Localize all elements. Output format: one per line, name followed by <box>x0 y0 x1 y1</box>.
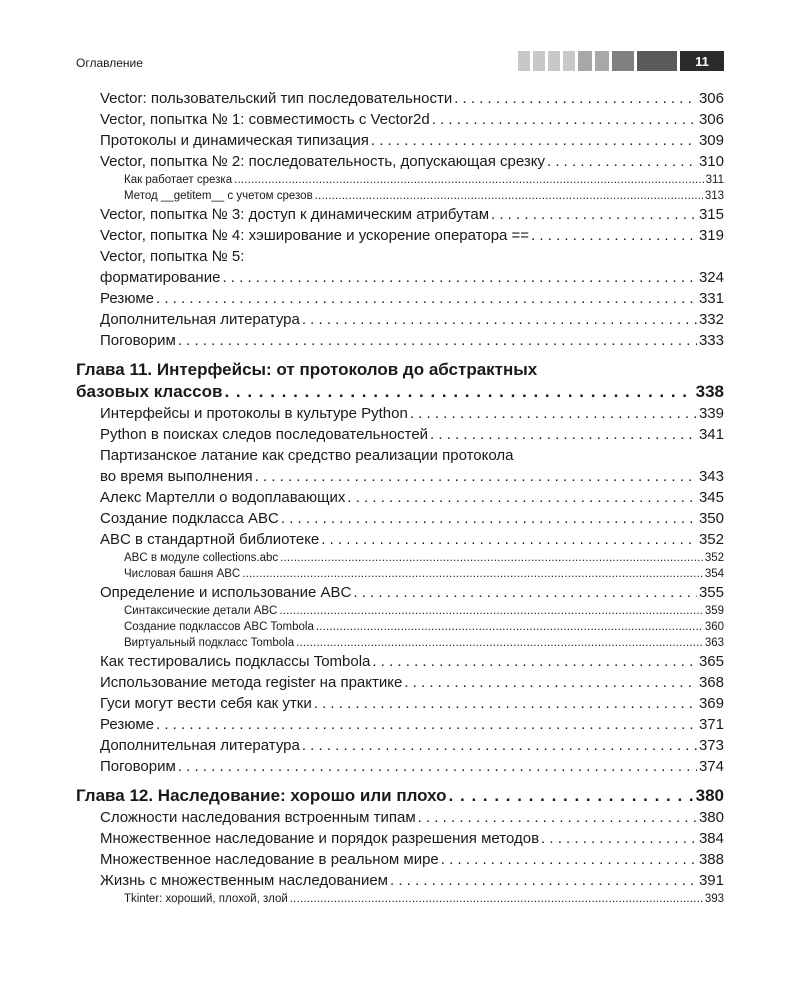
toc-subsection-entry[interactable] <box>76 188 724 204</box>
toc-subsection-entry[interactable] <box>76 635 724 651</box>
dot-leader <box>410 403 697 424</box>
toc-entry-title: Поговорим <box>100 758 176 775</box>
toc-section-entry[interactable] <box>76 693 724 714</box>
header-bar-segment <box>518 51 530 71</box>
dot-leader <box>302 735 697 756</box>
toc-entry-page: 365 <box>698 653 724 670</box>
toc-chapter-entry[interactable] <box>76 359 724 403</box>
toc-section-entry[interactable] <box>76 508 724 529</box>
toc-entry-title: ABC в модуле collections.abc <box>124 552 279 564</box>
toc-entry-page: 393 <box>704 893 724 905</box>
toc-section-entry[interactable] <box>76 424 724 445</box>
toc-section-entry[interactable] <box>76 756 724 777</box>
toc-entry-page: 380 <box>698 809 724 826</box>
header-bar-segment <box>548 51 560 71</box>
toc-entry-title: Метод __getitem__ с учетом срезов <box>124 190 313 202</box>
toc-entry-title: Tkinter: хороший, плохой, злой <box>124 893 288 905</box>
header-bar-segment <box>612 51 634 71</box>
toc-entry-page: 371 <box>698 716 724 733</box>
dot-leader <box>371 130 697 151</box>
toc-entry-page: 319 <box>698 227 724 244</box>
toc-entry-page: 315 <box>698 206 724 223</box>
dot-leader <box>430 424 697 445</box>
toc-entry-title: Vector: пользовательский тип последовательности <box>100 90 453 107</box>
dot-leader <box>404 672 697 693</box>
toc-entry-page: 360 <box>704 621 724 633</box>
toc-entry-title: Протоколы и динамическая типизация <box>100 132 369 149</box>
toc-section-entry[interactable] <box>76 246 724 288</box>
toc-entry-page: 352 <box>704 552 724 564</box>
toc-section-entry[interactable] <box>76 849 724 870</box>
toc-section-entry[interactable] <box>76 529 724 550</box>
dot-leader <box>156 288 697 309</box>
toc-entry-title: Vector, попытка № 4: хэширование и ускорение оператора == <box>100 227 530 244</box>
toc-entry-title: Как тестировались подклассы Tombola <box>100 653 371 670</box>
header-bar-segment <box>563 51 575 71</box>
toc-entry-title: Интерфейсы и протоколы в культуре Python <box>100 405 408 422</box>
toc-entry-page: 359 <box>704 605 724 617</box>
dot-leader <box>156 714 697 735</box>
toc-entry-page: 350 <box>698 510 724 527</box>
dot-leader <box>316 619 703 635</box>
toc-entry-title: Как работает срезка <box>124 174 233 186</box>
toc-entry-page: 345 <box>698 489 724 506</box>
toc-entry-page: 368 <box>698 674 724 691</box>
dot-leader <box>531 225 697 246</box>
toc-section-entry[interactable] <box>76 151 724 172</box>
toc-entry-title: Vector, попытка № 2: последовательность, допускающая срезку <box>100 153 545 170</box>
toc-section-entry[interactable] <box>76 672 724 693</box>
header-bar-segment <box>595 51 609 71</box>
toc-entry-title: Vector, попытка № 3: доступ к динамическим атрибутам <box>100 206 490 223</box>
dot-leader <box>279 603 702 619</box>
toc-entry-page: 331 <box>698 290 724 307</box>
toc-entry-page: 363 <box>704 637 724 649</box>
toc-section-entry[interactable] <box>76 88 724 109</box>
dot-leader <box>255 466 697 487</box>
toc-entry-page: 352 <box>698 531 724 548</box>
dot-leader <box>280 550 703 566</box>
toc-entry-page: 332 <box>698 311 724 328</box>
toc-entry-page: 313 <box>704 190 724 202</box>
toc-entry-page: 311 <box>705 174 724 186</box>
toc-entry-page: 324 <box>698 269 724 286</box>
dot-leader <box>242 566 703 582</box>
header-bar-segment <box>637 51 677 71</box>
chapter-gap <box>76 351 724 359</box>
toc-subsection-entry[interactable] <box>76 891 724 907</box>
toc-entry-page: 309 <box>698 132 724 149</box>
toc-entry-title: Использование метода register на практике <box>100 674 403 691</box>
chapter-gap <box>76 777 724 785</box>
toc-entry-title: Синтаксические детали ABC <box>124 605 278 617</box>
toc-subsection-entry[interactable] <box>76 566 724 582</box>
toc-entry-title: Сложности наследования встроенным типам <box>100 809 416 826</box>
dot-leader <box>547 151 697 172</box>
toc-entry-title: Vector, попытка № 1: совместимость с Vector2d <box>100 111 430 128</box>
toc-section-entry[interactable] <box>76 403 724 424</box>
dot-leader <box>372 651 697 672</box>
toc-section-entry[interactable] <box>76 828 724 849</box>
toc-section-entry[interactable] <box>76 487 724 508</box>
dot-leader <box>541 828 697 849</box>
dot-leader <box>353 582 697 603</box>
toc-entry-page: 310 <box>698 153 724 170</box>
toc-entry-title: Определение и использование ABC <box>100 584 352 601</box>
header-page-bar <box>515 51 724 71</box>
toc-entry-title: во время выполнения <box>100 468 253 485</box>
toc-section-entry[interactable] <box>76 109 724 130</box>
toc-section-entry[interactable] <box>76 309 724 330</box>
toc-entry-title: Виртуальный подкласс Tombola <box>124 637 295 649</box>
toc-entry-title: Резюме <box>100 716 154 733</box>
dot-leader <box>441 849 697 870</box>
toc-section-entry[interactable] <box>76 204 724 225</box>
toc-entry-title: Python в поисках следов последовательностей <box>100 426 429 443</box>
dot-leader <box>390 870 697 891</box>
dot-leader <box>432 109 697 130</box>
toc-section-entry[interactable] <box>76 714 724 735</box>
dot-leader <box>178 756 697 777</box>
toc-entry-title: Числовая башня ABC <box>124 568 241 580</box>
running-header <box>76 51 724 71</box>
toc-entry-page: 339 <box>698 405 724 422</box>
toc-section-entry[interactable] <box>76 225 724 246</box>
toc-entry-page: 391 <box>698 872 724 889</box>
toc-entry-title: базовых классов <box>76 382 223 401</box>
toc-section-entry[interactable] <box>76 651 724 672</box>
dot-leader <box>454 88 697 109</box>
toc-entry-page: 355 <box>698 584 724 601</box>
toc-section-entry[interactable] <box>76 330 724 351</box>
toc-section-entry[interactable] <box>76 735 724 756</box>
toc-section-entry[interactable] <box>76 870 724 891</box>
dot-leader <box>302 309 697 330</box>
toc-entry-title: Резюме <box>100 290 154 307</box>
toc-entry-page: 388 <box>698 851 724 868</box>
toc-subsection-entry[interactable] <box>76 172 724 188</box>
toc-entry-page: 373 <box>698 737 724 754</box>
table-of-contents <box>76 88 724 907</box>
dot-leader <box>178 330 697 351</box>
toc-entry-title: ABC в стандартной библиотеке <box>100 531 320 548</box>
toc-subsection-entry[interactable] <box>76 619 724 635</box>
toc-entry-page: 354 <box>704 568 724 580</box>
toc-entry-title: Множественное наследование в реальном мире <box>100 851 439 868</box>
dot-leader <box>315 188 703 204</box>
dot-leader <box>224 381 693 403</box>
header-bar-segment <box>533 51 545 71</box>
dot-leader <box>281 508 697 529</box>
toc-entry-page: 338 <box>695 382 724 401</box>
dot-leader <box>449 785 694 807</box>
header-title: Оглавление <box>76 56 143 70</box>
dot-leader <box>321 529 697 550</box>
toc-entry-title: Жизнь с множественным наследованием <box>100 872 388 889</box>
page-number: 11 <box>680 51 724 71</box>
toc-entry-title: Гуси могут вести себя как утки <box>100 695 312 712</box>
toc-entry-title-line1: Глава 11. Интерфейсы: от протоколов до абстрактных <box>76 360 538 379</box>
toc-entry-title: Множественное наследование и порядок разрешения методов <box>100 830 540 847</box>
dot-leader <box>314 693 697 714</box>
toc-entry-title-line1: Партизанское латание как средство реализации протокола <box>100 447 514 464</box>
toc-subsection-entry[interactable] <box>76 603 724 619</box>
toc-entry-page: 306 <box>698 111 724 128</box>
toc-entry-page: 380 <box>695 786 724 805</box>
toc-entry-title: Создание подкласса ABC <box>100 510 279 527</box>
dot-leader <box>347 487 697 508</box>
toc-section-entry[interactable] <box>76 288 724 309</box>
toc-entry-page: 374 <box>698 758 724 775</box>
toc-section-entry[interactable] <box>76 130 724 151</box>
toc-section-entry[interactable] <box>76 582 724 603</box>
toc-entry-page: 369 <box>698 695 724 712</box>
dot-leader <box>290 891 703 907</box>
toc-subsection-entry[interactable] <box>76 550 724 566</box>
toc-entry-page: 384 <box>698 830 724 847</box>
toc-entry-title: Дополнительная литература <box>100 737 300 754</box>
toc-chapter-entry[interactable] <box>76 785 724 807</box>
dot-leader <box>234 172 704 188</box>
toc-entry-title: Дополнительная литература <box>100 311 300 328</box>
dot-leader <box>418 807 697 828</box>
toc-section-entry[interactable] <box>76 445 724 487</box>
toc-entry-page: 341 <box>698 426 724 443</box>
toc-entry-title: Поговорим <box>100 332 176 349</box>
toc-entry-page: 333 <box>698 332 724 349</box>
toc-entry-title: Глава 12. Наследование: хорошо или плохо <box>76 786 447 805</box>
toc-entry-title: Алекс Мартелли о водоплавающих <box>100 489 346 506</box>
dot-leader <box>296 635 703 651</box>
toc-entry-title: Создание подклассов ABC Tombola <box>124 621 314 633</box>
dot-leader <box>491 204 697 225</box>
toc-section-entry[interactable] <box>76 807 724 828</box>
dot-leader <box>222 267 697 288</box>
toc-entry-title-line1: Vector, попытка № 5: <box>100 248 245 265</box>
toc-entry-page: 306 <box>698 90 724 107</box>
header-bar-segment <box>578 51 592 71</box>
toc-entry-page: 343 <box>698 468 724 485</box>
toc-entry-title: форматирование <box>100 269 221 286</box>
